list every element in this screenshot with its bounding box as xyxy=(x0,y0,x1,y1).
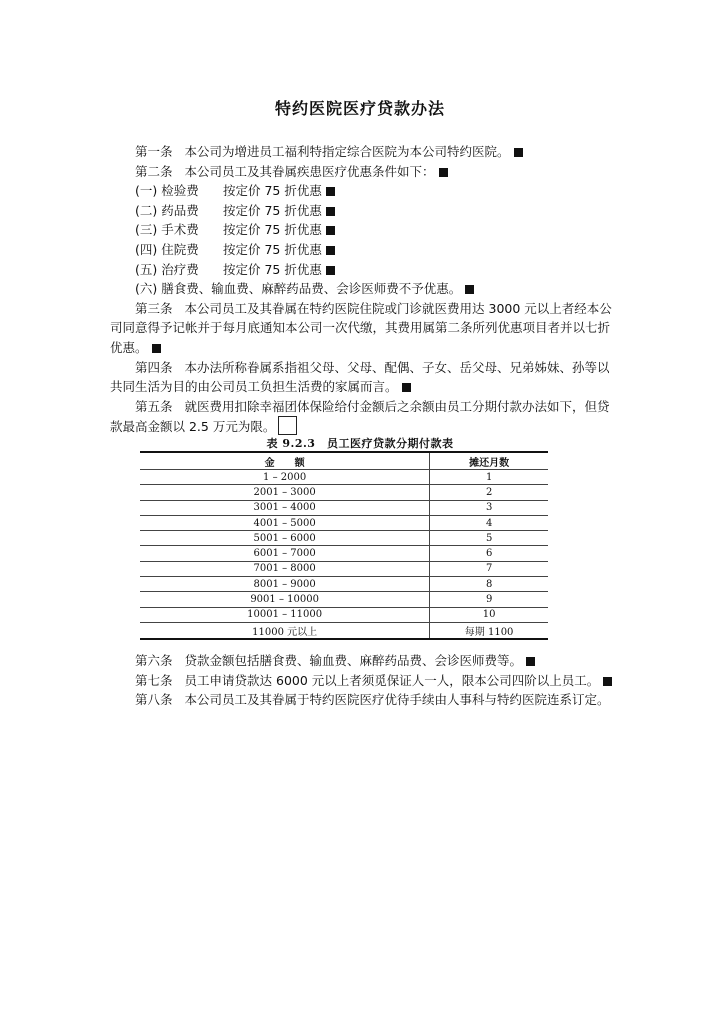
table-row xyxy=(140,577,548,592)
table-row xyxy=(140,531,548,546)
article-text: 员工申请贷款达 6000 元以上者须觅保证人一人，限本公司四阶以上员工。 xyxy=(184,672,600,688)
articles-lower xyxy=(110,651,630,710)
table-row xyxy=(140,485,548,500)
article-text: 本公司员工及其眷属在特约医院住院或门诊就医费用达 3000 元以上者经本公 xyxy=(184,300,612,316)
paragraph-mark-icon xyxy=(402,383,411,392)
cell-amount: 4001 – 5000 xyxy=(140,515,430,530)
cell-amount: 11000 元以上 xyxy=(140,622,430,639)
document-title: 特约医院医疗贷款办法 xyxy=(274,99,445,118)
table-row xyxy=(140,546,548,561)
article-5-line-2 xyxy=(110,416,620,437)
paragraph-mark-icon xyxy=(526,657,535,666)
article-2 xyxy=(110,162,620,182)
cell-amount: 3001 – 4000 xyxy=(140,500,430,515)
article-label: 第六条 xyxy=(135,653,173,668)
item-name: (五) 治疗费 xyxy=(135,261,199,277)
cell-months: 7 xyxy=(430,561,548,576)
article-text: 贷款金额包括膳食费、输血费、麻醉药品费、会诊医师费等。 xyxy=(184,653,523,668)
article-text: 本办法所称眷属系指祖父母、父母、配偶、子女、岳父母、兄弟姊妹、孙等以 xyxy=(184,359,610,375)
table-row xyxy=(140,515,548,530)
empty-box-icon xyxy=(278,416,297,435)
article-5-line-1 xyxy=(110,397,620,417)
table-row xyxy=(140,470,548,485)
paragraph-mark-icon xyxy=(326,266,335,275)
cell-months: 2 xyxy=(430,485,548,500)
paragraph-mark-icon xyxy=(439,168,448,177)
article-label: 第二条 xyxy=(135,163,173,179)
paragraph-mark-icon xyxy=(465,285,474,294)
article-3-line-3 xyxy=(110,338,620,358)
article-2-item xyxy=(110,260,620,280)
header-amount: 金 额 xyxy=(140,452,430,470)
cell-months: 1 xyxy=(430,470,548,485)
item-text: (六) 膳食费、输血费、麻醉药品费、会诊医师费不予优惠。 xyxy=(135,281,462,297)
table-row xyxy=(140,607,548,622)
cell-months: 6 xyxy=(430,546,548,561)
table-row xyxy=(140,500,548,515)
article-label: 第四条 xyxy=(135,359,173,375)
cell-amount: 5001 – 6000 xyxy=(140,531,430,546)
article-2-item-6 xyxy=(110,279,620,299)
article-2-item xyxy=(110,201,620,221)
item-terms: 按定价 75 折优惠 xyxy=(223,261,322,277)
article-text: 优惠。 xyxy=(110,339,148,355)
article-text: 共同生活为目的由公司员工负担生活费的家属而言。 xyxy=(110,379,398,395)
article-text: 本公司员工及其眷属于特约医院医疗优待手续由人事科与特约医院连系订定。 xyxy=(184,692,610,708)
article-3-line-1 xyxy=(110,299,620,319)
article-text: 款最高金额以 2.5 万元为限。 xyxy=(110,419,276,435)
cell-amount: 10001 – 11000 xyxy=(140,607,430,622)
item-terms: 按定价 75 折优惠 xyxy=(223,241,322,257)
paragraph-mark-icon xyxy=(326,187,335,196)
paragraph-mark-icon xyxy=(152,344,161,353)
paragraph-mark-icon xyxy=(603,677,612,686)
cell-amount: 7001 – 8000 xyxy=(140,561,430,576)
item-terms: 按定价 75 折优惠 xyxy=(223,202,322,218)
item-terms: 按定价 75 折优惠 xyxy=(223,222,322,238)
cell-months: 10 xyxy=(430,607,548,622)
paragraph-mark-icon xyxy=(326,246,335,255)
cell-months: 5 xyxy=(430,531,548,546)
table-body xyxy=(140,470,548,639)
article-label: 第七条 xyxy=(135,672,173,688)
article-label: 第五条 xyxy=(135,398,173,414)
cell-amount: 8001 – 9000 xyxy=(140,577,430,592)
item-name: (一) 检验费 xyxy=(135,183,199,199)
article-4-line-1 xyxy=(110,358,620,378)
cell-amount: 9001 – 10000 xyxy=(140,592,430,607)
article-3-line-2: 司同意得予记帐并于每月底通知本公司一次代缴，其费用属第二条所列优惠项目者并以七折 xyxy=(110,320,611,336)
cell-amount: 6001 – 7000 xyxy=(140,546,430,561)
item-terms: 按定价 75 折优惠 xyxy=(223,183,322,199)
articles-upper xyxy=(110,142,620,437)
article-8 xyxy=(110,690,630,710)
article-2-items xyxy=(110,181,620,279)
paragraph-mark-icon xyxy=(514,148,523,157)
article-6 xyxy=(110,651,630,671)
article-2-item xyxy=(110,181,620,201)
installment-table xyxy=(140,451,548,640)
header-months: 摊还月数 xyxy=(430,452,548,470)
table-header-row xyxy=(140,452,548,470)
cell-amount: 1 – 2000 xyxy=(140,470,430,485)
article-1 xyxy=(110,142,620,162)
paragraph-mark-icon xyxy=(326,226,335,235)
article-label: 第八条 xyxy=(135,692,173,708)
article-label: 第三条 xyxy=(135,300,173,316)
table-row xyxy=(140,561,548,576)
article-text: 本公司员工及其眷属疾患医疗优惠条件如下： xyxy=(184,163,435,179)
table-row xyxy=(140,622,548,639)
cell-months: 3 xyxy=(430,500,548,515)
cell-months: 8 xyxy=(430,577,548,592)
article-4-line-2 xyxy=(110,377,620,397)
table-row xyxy=(140,592,548,607)
article-7 xyxy=(110,671,630,691)
article-2-item xyxy=(110,220,620,240)
item-name: (二) 药品费 xyxy=(135,202,199,218)
cell-months: 9 xyxy=(430,592,548,607)
article-text: 本公司为增进员工福利特指定综合医院为本公司特约医院。 xyxy=(184,144,510,159)
article-text: 就医费用扣除幸福团体保险给付金额后之余额由员工分期付款办法如下，但贷 xyxy=(184,398,610,414)
paragraph-mark-icon xyxy=(326,207,335,216)
article-2-item xyxy=(110,240,620,260)
article-label: 第一条 xyxy=(135,144,173,159)
table-caption: 表 9.2.3 员工医疗贷款分期付款表 xyxy=(266,437,454,450)
item-name: (四) 住院费 xyxy=(135,241,199,257)
cell-months: 每期 1100 xyxy=(430,622,548,639)
item-name: (三) 手术费 xyxy=(135,222,199,238)
cell-months: 4 xyxy=(430,515,548,530)
cell-amount: 2001 – 3000 xyxy=(140,485,430,500)
